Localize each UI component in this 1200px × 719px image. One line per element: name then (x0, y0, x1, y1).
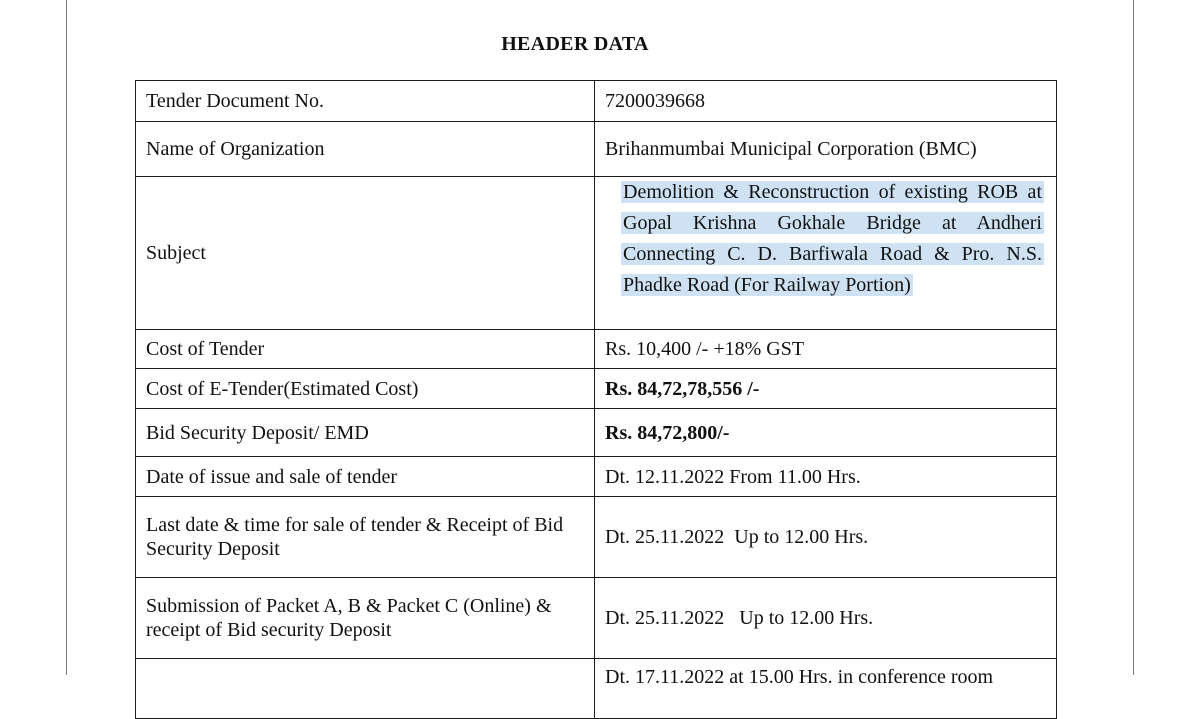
row-label-tender-document-no: Tender Document No. (136, 81, 595, 122)
table-row (136, 497, 1057, 578)
row-label-submission: Submission of Packet A, B & Packet C (Online) & receipt of Bid security Deposit (136, 578, 595, 659)
table-row (136, 409, 1057, 457)
header-data-table (135, 80, 1057, 719)
row-value-cut-off-cell (595, 659, 1057, 719)
row-label-cost-of-tender: Cost of Tender (136, 330, 595, 369)
row-label-bid-security-deposit: Bid Security Deposit/ EMD (136, 409, 595, 457)
subject-text (621, 177, 1044, 301)
row-value-subject-cell (595, 177, 1057, 330)
row-value-last-date: Dt. 25.11.2022 Up to 12.00 Hrs. (595, 497, 1057, 578)
row-value-cost-of-tender: Rs. 10,400 /- +18% GST (595, 330, 1057, 369)
table-row (136, 659, 1057, 719)
table-row (136, 457, 1057, 497)
row-value-date-of-issue: Dt. 12.11.2022 From 11.00 Hrs. (595, 457, 1057, 497)
row-label-organization: Name of Organization (136, 122, 595, 177)
page-border-left (66, 0, 67, 675)
row-value-organization: Brihanmumbai Municipal Corporation (BMC) (595, 122, 1057, 177)
row-label-last-date: Last date & time for sale of tender & Receipt of Bid Security Deposit (136, 497, 595, 578)
row-label-cut-off (136, 659, 595, 719)
table-row (136, 122, 1057, 177)
table-row (136, 81, 1057, 122)
row-label-estimated-cost: Cost of E-Tender(Estimated Cost) (136, 369, 595, 409)
table-row (136, 578, 1057, 659)
row-value-submission: Dt. 25.11.2022 Up to 12.00 Hrs. (595, 578, 1057, 659)
table-row (136, 369, 1057, 409)
page-border-right (1133, 0, 1134, 675)
page-title: HEADER DATA (501, 33, 649, 55)
row-value-estimated-cost: Rs. 84,72,78,556 /- (595, 369, 1057, 409)
row-value-cut-off: Dt. 17.11.2022 at 15.00 Hrs. in conference room (605, 666, 994, 688)
row-value-bid-security-deposit: Rs. 84,72,800/- (595, 409, 1057, 457)
row-label-date-of-issue: Date of issue and sale of tender (136, 457, 595, 497)
table-row (136, 330, 1057, 369)
row-value-tender-document-no: 7200039668 (595, 81, 1057, 122)
row-label-subject: Subject (136, 177, 595, 330)
table-row (136, 177, 1057, 330)
subject-highlighted-text: Demolition & Reconstruction of existing ROB at Gopal Krishna Gokhale Bridge at Andheri Connecting C. D. Barfiwala Road & Pro. N.S. Phadke Road (For Railway Portion) (623, 181, 1042, 296)
